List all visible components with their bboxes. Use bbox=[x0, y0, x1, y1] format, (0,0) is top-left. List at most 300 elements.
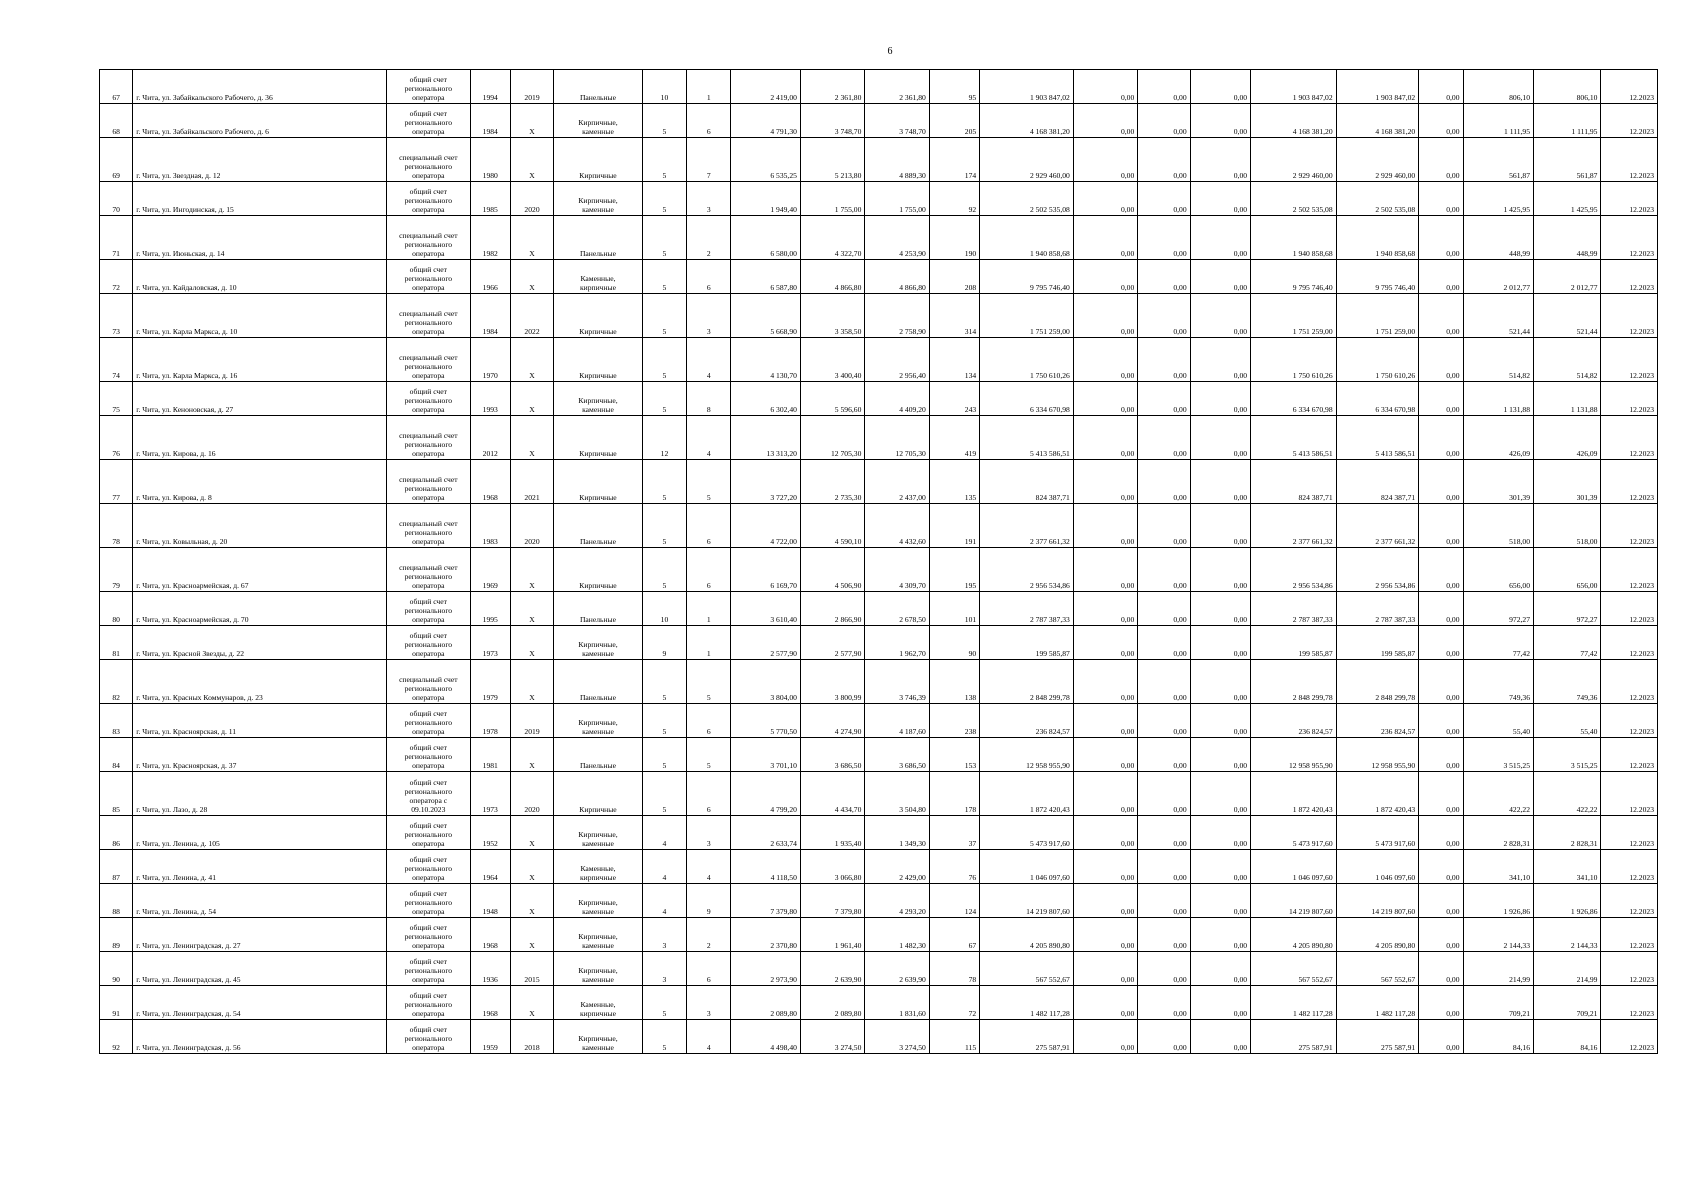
unit-cost-cell: 1 111,95 bbox=[1463, 104, 1533, 138]
fund-federal-cell: 0,00 bbox=[1073, 260, 1137, 294]
total-cost-cell: 5 413 586,51 bbox=[980, 416, 1074, 460]
account-type-cell-line: 09.10.2023 bbox=[411, 805, 446, 814]
address-cell: г. Чита, ул. Красноармейская, д. 70 bbox=[133, 592, 387, 626]
total-cost-cell: 2 787 387,33 bbox=[980, 592, 1074, 626]
completion-date-cell: 12.2023 bbox=[1601, 816, 1658, 850]
completion-date-cell: 12.2023 bbox=[1601, 626, 1658, 660]
row-number: 86 bbox=[100, 816, 133, 850]
row-number: 74 bbox=[100, 338, 133, 382]
year-built-cell: 1969 bbox=[470, 548, 510, 592]
account-type-cell-line: регионального bbox=[404, 572, 453, 581]
account-type-cell-line: оператора bbox=[412, 93, 445, 102]
wall-material-cell bbox=[554, 986, 643, 1020]
repair-year-cell: 2022 bbox=[510, 294, 553, 338]
unit-cost-cell: 426,09 bbox=[1463, 416, 1533, 460]
owners-funds-cell: 1 046 097,60 bbox=[1251, 850, 1337, 884]
residents-cell: 134 bbox=[929, 338, 979, 382]
unit-cost-cell: 518,00 bbox=[1463, 504, 1533, 548]
account-type-cell-line: общий счет bbox=[409, 1025, 447, 1034]
account-type-cell bbox=[387, 216, 471, 260]
fund-local-cell: 0,00 bbox=[1190, 460, 1250, 504]
fund-regional-cell: 0,00 bbox=[1138, 592, 1190, 626]
floors-cell: 5 bbox=[642, 660, 686, 704]
wall-material-cell-line: Кирпичные, bbox=[578, 196, 618, 205]
completion-date-cell: 12.2023 bbox=[1601, 918, 1658, 952]
wall-material-cell bbox=[554, 816, 643, 850]
account-type-cell bbox=[387, 294, 471, 338]
account-type-cell-line: оператора bbox=[412, 327, 445, 336]
wall-material-cell-line: Панельные bbox=[579, 761, 617, 770]
address-cell: г. Чита, ул. Красноярская, д. 11 bbox=[133, 704, 387, 738]
unit-cost-limit-cell: 426,09 bbox=[1534, 416, 1601, 460]
row-number: 84 bbox=[100, 738, 133, 772]
account-type-cell-line: общий счет bbox=[409, 991, 447, 1000]
account-type-cell-line: оператора bbox=[412, 581, 445, 590]
wall-material-cell bbox=[554, 1020, 643, 1054]
wall-material-cell-line: каменные bbox=[582, 649, 614, 658]
wall-material-cell-line: Кирпичные, bbox=[578, 640, 618, 649]
account-type-cell-line: оператора bbox=[412, 839, 445, 848]
fund-federal-cell: 0,00 bbox=[1073, 952, 1137, 986]
total-area-cell: 2 973,90 bbox=[731, 952, 800, 986]
wall-material-cell-line: Кирпичные bbox=[579, 493, 617, 502]
repair-year-cell: 2021 bbox=[510, 460, 553, 504]
residents-cell: 101 bbox=[929, 592, 979, 626]
account-type-cell bbox=[387, 138, 471, 182]
owners-funds-total-cell: 1 751 259,00 bbox=[1336, 294, 1419, 338]
premises-area-cell: 3 358,50 bbox=[800, 294, 864, 338]
fund-local-cell: 0,00 bbox=[1190, 548, 1250, 592]
account-type-cell-line: общий счет bbox=[409, 75, 447, 84]
entrances-cell: 9 bbox=[687, 884, 731, 918]
account-type-cell-line: оператора bbox=[412, 249, 445, 258]
owners-funds-cell: 2 956 534,86 bbox=[1251, 548, 1337, 592]
wall-material-cell-line: Кирпичные, bbox=[578, 1034, 618, 1043]
row-number: 68 bbox=[100, 104, 133, 138]
account-type-cell-line: общий счет bbox=[409, 631, 447, 640]
residents-cell: 208 bbox=[929, 260, 979, 294]
unit-cost-cell: 656,00 bbox=[1463, 548, 1533, 592]
floors-cell: 5 bbox=[642, 772, 686, 816]
residents-cell: 138 bbox=[929, 660, 979, 704]
completion-date-cell: 12.2023 bbox=[1601, 104, 1658, 138]
owners-funds-cell: 1 751 259,00 bbox=[1251, 294, 1337, 338]
completion-date-cell: 12.2023 bbox=[1601, 738, 1658, 772]
floors-cell: 5 bbox=[642, 548, 686, 592]
wall-material-cell-line: Панельные bbox=[579, 693, 617, 702]
account-type-cell bbox=[387, 626, 471, 660]
row-number: 78 bbox=[100, 504, 133, 548]
owners-funds-cell: 9 795 746,40 bbox=[1251, 260, 1337, 294]
unit-cost-cell: 972,27 bbox=[1463, 592, 1533, 626]
fund-local-cell: 0,00 bbox=[1190, 986, 1250, 1020]
row-number: 79 bbox=[100, 548, 133, 592]
account-type-cell-line: оператора bbox=[412, 449, 445, 458]
wall-material-cell bbox=[554, 382, 643, 416]
owners-funds-cell: 5 473 917,60 bbox=[1251, 816, 1337, 850]
unit-cost-cell: 301,39 bbox=[1463, 460, 1533, 504]
account-type-cell-line: общий счет bbox=[409, 889, 447, 898]
fund-regional-cell: 0,00 bbox=[1138, 952, 1190, 986]
completion-date-cell: 12.2023 bbox=[1601, 704, 1658, 738]
year-built-cell: 1982 bbox=[470, 216, 510, 260]
account-type-cell bbox=[387, 548, 471, 592]
premises-area-cell: 12 705,30 bbox=[800, 416, 864, 460]
owners-funds-cell: 2 502 535,08 bbox=[1251, 182, 1337, 216]
address-cell: г. Чита, ул. Кирова, д. 16 bbox=[133, 416, 387, 460]
unit-cost-cell: 214,99 bbox=[1463, 952, 1533, 986]
unit-cost-limit-cell: 561,87 bbox=[1534, 138, 1601, 182]
premises-area-cell: 2 577,90 bbox=[800, 626, 864, 660]
account-type-cell-line: оператора bbox=[412, 761, 445, 770]
owners-funds-cell: 4 168 381,20 bbox=[1251, 104, 1337, 138]
owners-funds-cell: 1 482 117,28 bbox=[1251, 986, 1337, 1020]
residential-area-cell: 2 758,90 bbox=[865, 294, 929, 338]
unit-cost-limit-cell: 518,00 bbox=[1534, 504, 1601, 548]
wall-material-cell bbox=[554, 592, 643, 626]
total-area-cell: 2 577,90 bbox=[731, 626, 800, 660]
wall-material-cell-line: каменные bbox=[582, 127, 614, 136]
total-cost-cell: 275 587,91 bbox=[980, 1020, 1074, 1054]
total-cost-cell: 567 552,67 bbox=[980, 952, 1074, 986]
account-type-cell bbox=[387, 416, 471, 460]
residential-area-cell: 2 437,00 bbox=[865, 460, 929, 504]
completion-date-cell: 12.2023 bbox=[1601, 850, 1658, 884]
fund-federal-cell: 0,00 bbox=[1073, 816, 1137, 850]
account-type-cell bbox=[387, 704, 471, 738]
fund-federal-cell: 0,00 bbox=[1073, 918, 1137, 952]
account-type-cell-line: общий счет bbox=[409, 778, 447, 787]
row-number: 70 bbox=[100, 182, 133, 216]
unit-cost-cell: 422,22 bbox=[1463, 772, 1533, 816]
unit-cost-cell: 448,99 bbox=[1463, 216, 1533, 260]
fund-federal-cell: 0,00 bbox=[1073, 1020, 1137, 1054]
unit-cost-limit-cell: 514,82 bbox=[1534, 338, 1601, 382]
residential-area-cell: 4 432,60 bbox=[865, 504, 929, 548]
account-type-cell-line: оператора bbox=[412, 537, 445, 546]
total-area-cell: 3 804,00 bbox=[731, 660, 800, 704]
fund-local-cell: 0,00 bbox=[1190, 216, 1250, 260]
entrances-cell: 3 bbox=[687, 294, 731, 338]
fund-regional-cell: 0,00 bbox=[1138, 1020, 1190, 1054]
fund-local-cell: 0,00 bbox=[1190, 382, 1250, 416]
account-type-cell-line: специальный счет bbox=[399, 563, 458, 572]
entrances-cell: 6 bbox=[687, 260, 731, 294]
account-type-cell bbox=[387, 338, 471, 382]
account-type-cell-line: общий счет bbox=[409, 923, 447, 932]
account-type-cell-line: общий счет bbox=[409, 821, 447, 830]
completion-date-cell: 12.2023 bbox=[1601, 294, 1658, 338]
residential-area-cell: 1 349,30 bbox=[865, 816, 929, 850]
account-type-cell-line: специальный счет bbox=[399, 309, 458, 318]
fund-local-cell: 0,00 bbox=[1190, 626, 1250, 660]
account-type-cell-line: регионального bbox=[404, 898, 453, 907]
total-area-cell: 7 379,80 bbox=[731, 884, 800, 918]
account-type-cell-line: оператора bbox=[412, 873, 445, 882]
other-funds-cell: 0,00 bbox=[1419, 772, 1463, 816]
fund-regional-cell: 0,00 bbox=[1138, 260, 1190, 294]
other-funds-cell: 0,00 bbox=[1419, 850, 1463, 884]
wall-material-cell bbox=[554, 660, 643, 704]
year-built-cell: 1968 bbox=[470, 460, 510, 504]
premises-area-cell: 3 748,70 bbox=[800, 104, 864, 138]
unit-cost-limit-cell: 806,10 bbox=[1534, 70, 1601, 104]
residential-area-cell: 4 409,20 bbox=[865, 382, 929, 416]
wall-material-cell-line: Каменные, bbox=[580, 1000, 616, 1009]
total-cost-cell: 1 872 420,43 bbox=[980, 772, 1074, 816]
fund-local-cell: 0,00 bbox=[1190, 952, 1250, 986]
unit-cost-limit-cell: 1 131,88 bbox=[1534, 382, 1601, 416]
fund-regional-cell: 0,00 bbox=[1138, 884, 1190, 918]
table-row bbox=[100, 548, 1658, 592]
table-row bbox=[100, 884, 1658, 918]
floors-cell: 5 bbox=[642, 1020, 686, 1054]
account-type-cell-line: специальный счет bbox=[399, 431, 458, 440]
account-type-cell bbox=[387, 70, 471, 104]
owners-funds-total-cell: 1 903 847,02 bbox=[1336, 70, 1419, 104]
row-number: 75 bbox=[100, 382, 133, 416]
year-built-cell: 1994 bbox=[470, 70, 510, 104]
wall-material-cell-line: каменные bbox=[582, 727, 614, 736]
account-type-cell bbox=[387, 816, 471, 850]
wall-material-cell-line: Кирпичные, bbox=[578, 898, 618, 907]
premises-area-cell: 1 961,40 bbox=[800, 918, 864, 952]
wall-material-cell-line: Кирпичные, bbox=[578, 118, 618, 127]
residents-cell: 78 bbox=[929, 952, 979, 986]
account-type-cell-line: регионального bbox=[404, 162, 453, 171]
residents-cell: 37 bbox=[929, 816, 979, 850]
account-type-cell bbox=[387, 986, 471, 1020]
table-container bbox=[99, 69, 1658, 1054]
account-type-cell-line: оператора bbox=[412, 283, 445, 292]
residents-cell: 67 bbox=[929, 918, 979, 952]
entrances-cell: 4 bbox=[687, 416, 731, 460]
wall-material-cell-line: каменные bbox=[582, 205, 614, 214]
row-number: 83 bbox=[100, 704, 133, 738]
account-type-cell bbox=[387, 952, 471, 986]
completion-date-cell: 12.2023 bbox=[1601, 416, 1658, 460]
wall-material-cell-line: каменные bbox=[582, 405, 614, 414]
account-type-cell-line: специальный счет bbox=[399, 353, 458, 362]
floors-cell: 4 bbox=[642, 816, 686, 850]
year-built-cell: 1978 bbox=[470, 704, 510, 738]
total-cost-cell: 1 046 097,60 bbox=[980, 850, 1074, 884]
wall-material-cell-line: Кирпичные, bbox=[578, 396, 618, 405]
floors-cell: 5 bbox=[642, 986, 686, 1020]
unit-cost-limit-cell: 2 828,31 bbox=[1534, 816, 1601, 850]
unit-cost-cell: 521,44 bbox=[1463, 294, 1533, 338]
address-cell: г. Чита, ул. Красноармейская, д. 67 bbox=[133, 548, 387, 592]
address-cell: г. Чита, ул. Ковыльная, д. 20 bbox=[133, 504, 387, 548]
row-number: 71 bbox=[100, 216, 133, 260]
entrances-cell: 7 bbox=[687, 138, 731, 182]
address-cell: г. Чита, ул. Кайдаловская, д. 10 bbox=[133, 260, 387, 294]
repair-year-cell: Х bbox=[510, 260, 553, 294]
total-area-cell: 3 701,10 bbox=[731, 738, 800, 772]
entrances-cell: 5 bbox=[687, 660, 731, 704]
fund-regional-cell: 0,00 bbox=[1138, 704, 1190, 738]
fund-regional-cell: 0,00 bbox=[1138, 660, 1190, 704]
fund-regional-cell: 0,00 bbox=[1138, 986, 1190, 1020]
residential-area-cell: 4 309,70 bbox=[865, 548, 929, 592]
premises-area-cell: 4 274,90 bbox=[800, 704, 864, 738]
unit-cost-cell: 1 926,86 bbox=[1463, 884, 1533, 918]
total-area-cell: 2 370,80 bbox=[731, 918, 800, 952]
repair-year-cell: 2020 bbox=[510, 772, 553, 816]
repair-year-cell: Х bbox=[510, 216, 553, 260]
account-type-cell-line: оператора bbox=[412, 371, 445, 380]
fund-local-cell: 0,00 bbox=[1190, 504, 1250, 548]
wall-material-cell bbox=[554, 504, 643, 548]
owners-funds-cell: 2 848 299,78 bbox=[1251, 660, 1337, 704]
unit-cost-cell: 709,21 bbox=[1463, 986, 1533, 1020]
total-cost-cell: 6 334 670,98 bbox=[980, 382, 1074, 416]
other-funds-cell: 0,00 bbox=[1419, 338, 1463, 382]
residential-area-cell: 1 962,70 bbox=[865, 626, 929, 660]
wall-material-cell-line: Панельные bbox=[579, 249, 617, 258]
unit-cost-limit-cell: 1 926,86 bbox=[1534, 884, 1601, 918]
premises-area-cell: 3 400,40 bbox=[800, 338, 864, 382]
wall-material-cell-line: Каменные, bbox=[580, 274, 616, 283]
fund-local-cell: 0,00 bbox=[1190, 338, 1250, 382]
table-row bbox=[100, 338, 1658, 382]
account-type-cell-line: регионального bbox=[404, 196, 453, 205]
owners-funds-total-cell: 12 958 955,90 bbox=[1336, 738, 1419, 772]
account-type-cell-line: оператора bbox=[412, 205, 445, 214]
premises-area-cell: 3 274,50 bbox=[800, 1020, 864, 1054]
owners-funds-cell: 236 824,57 bbox=[1251, 704, 1337, 738]
entrances-cell: 3 bbox=[687, 816, 731, 850]
completion-date-cell: 12.2023 bbox=[1601, 772, 1658, 816]
account-type-cell-line: общий счет bbox=[409, 109, 447, 118]
account-type-cell-line: регионального bbox=[404, 718, 453, 727]
wall-material-cell bbox=[554, 704, 643, 738]
fund-federal-cell: 0,00 bbox=[1073, 884, 1137, 918]
residential-area-cell: 2 361,80 bbox=[865, 70, 929, 104]
table-row bbox=[100, 704, 1658, 738]
address-cell: г. Чита, ул. Красных Коммунаров, д. 23 bbox=[133, 660, 387, 704]
owners-funds-total-cell: 2 377 661,32 bbox=[1336, 504, 1419, 548]
residential-area-cell: 1 482,30 bbox=[865, 918, 929, 952]
repair-year-cell: Х bbox=[510, 850, 553, 884]
fund-local-cell: 0,00 bbox=[1190, 918, 1250, 952]
entrances-cell: 6 bbox=[687, 704, 731, 738]
row-number: 67 bbox=[100, 70, 133, 104]
residents-cell: 115 bbox=[929, 1020, 979, 1054]
fund-local-cell: 0,00 bbox=[1190, 294, 1250, 338]
repair-year-cell: Х bbox=[510, 382, 553, 416]
year-built-cell: 1970 bbox=[470, 338, 510, 382]
other-funds-cell: 0,00 bbox=[1419, 918, 1463, 952]
floors-cell: 5 bbox=[642, 460, 686, 504]
wall-material-cell-line: Панельные bbox=[579, 615, 617, 624]
account-type-cell-line: регионального bbox=[404, 787, 453, 796]
wall-material-cell bbox=[554, 738, 643, 772]
repair-year-cell: 2018 bbox=[510, 1020, 553, 1054]
fund-local-cell: 0,00 bbox=[1190, 260, 1250, 294]
wall-material-cell-line: Кирпичные bbox=[579, 171, 617, 180]
premises-area-cell: 7 379,80 bbox=[800, 884, 864, 918]
entrances-cell: 6 bbox=[687, 504, 731, 548]
owners-funds-cell: 567 552,67 bbox=[1251, 952, 1337, 986]
repair-year-cell: Х bbox=[510, 918, 553, 952]
unit-cost-limit-cell: 749,36 bbox=[1534, 660, 1601, 704]
fund-federal-cell: 0,00 bbox=[1073, 772, 1137, 816]
table-row bbox=[100, 660, 1658, 704]
houses-table bbox=[99, 69, 1658, 1054]
completion-date-cell: 12.2023 bbox=[1601, 182, 1658, 216]
other-funds-cell: 0,00 bbox=[1419, 592, 1463, 626]
fund-federal-cell: 0,00 bbox=[1073, 70, 1137, 104]
account-type-cell-line: регионального bbox=[404, 484, 453, 493]
address-cell: г. Чита, ул. Кеноновская, д. 27 bbox=[133, 382, 387, 416]
fund-regional-cell: 0,00 bbox=[1138, 216, 1190, 260]
other-funds-cell: 0,00 bbox=[1419, 104, 1463, 138]
year-built-cell: 1980 bbox=[470, 138, 510, 182]
account-type-cell bbox=[387, 1020, 471, 1054]
account-type-cell-line: общий счет bbox=[409, 597, 447, 606]
repair-year-cell: Х bbox=[510, 884, 553, 918]
wall-material-cell-line: каменные bbox=[582, 1043, 614, 1052]
floors-cell: 5 bbox=[642, 216, 686, 260]
owners-funds-total-cell: 567 552,67 bbox=[1336, 952, 1419, 986]
total-area-cell: 4 130,70 bbox=[731, 338, 800, 382]
repair-year-cell: 2019 bbox=[510, 70, 553, 104]
year-built-cell: 1979 bbox=[470, 660, 510, 704]
owners-funds-cell: 6 334 670,98 bbox=[1251, 382, 1337, 416]
total-cost-cell: 12 958 955,90 bbox=[980, 738, 1074, 772]
owners-funds-total-cell: 199 585,87 bbox=[1336, 626, 1419, 660]
fund-regional-cell: 0,00 bbox=[1138, 294, 1190, 338]
owners-funds-total-cell: 5 413 586,51 bbox=[1336, 416, 1419, 460]
floors-cell: 5 bbox=[642, 704, 686, 738]
wall-material-cell-line: кирпичные bbox=[579, 873, 616, 882]
other-funds-cell: 0,00 bbox=[1419, 460, 1463, 504]
address-cell: г. Чита, ул. Лазо, д. 28 bbox=[133, 772, 387, 816]
premises-area-cell: 2 639,90 bbox=[800, 952, 864, 986]
account-type-cell-line: регионального bbox=[404, 362, 453, 371]
table-row bbox=[100, 816, 1658, 850]
unit-cost-limit-cell: 422,22 bbox=[1534, 772, 1601, 816]
repair-year-cell: Х bbox=[510, 660, 553, 704]
account-type-cell bbox=[387, 382, 471, 416]
unit-cost-cell: 2 144,33 bbox=[1463, 918, 1533, 952]
account-type-cell bbox=[387, 884, 471, 918]
unit-cost-limit-cell: 55,40 bbox=[1534, 704, 1601, 738]
fund-regional-cell: 0,00 bbox=[1138, 182, 1190, 216]
residential-area-cell: 3 274,50 bbox=[865, 1020, 929, 1054]
wall-material-cell-line: каменные bbox=[582, 907, 614, 916]
account-type-cell bbox=[387, 182, 471, 216]
other-funds-cell: 0,00 bbox=[1419, 294, 1463, 338]
unit-cost-cell: 561,87 bbox=[1463, 138, 1533, 182]
total-cost-cell: 199 585,87 bbox=[980, 626, 1074, 660]
floors-cell: 9 bbox=[642, 626, 686, 660]
completion-date-cell: 12.2023 bbox=[1601, 382, 1658, 416]
fund-federal-cell: 0,00 bbox=[1073, 416, 1137, 460]
unit-cost-limit-cell: 448,99 bbox=[1534, 216, 1601, 260]
year-built-cell: 1983 bbox=[470, 504, 510, 548]
fund-local-cell: 0,00 bbox=[1190, 660, 1250, 704]
residential-area-cell: 3 504,80 bbox=[865, 772, 929, 816]
other-funds-cell: 0,00 bbox=[1419, 952, 1463, 986]
repair-year-cell: 2019 bbox=[510, 704, 553, 738]
account-type-cell-line: регионального bbox=[404, 440, 453, 449]
account-type-cell-line: оператора bbox=[412, 1043, 445, 1052]
account-type-cell-line: общий счет bbox=[409, 187, 447, 196]
repair-year-cell: Х bbox=[510, 986, 553, 1020]
floors-cell: 5 bbox=[642, 138, 686, 182]
